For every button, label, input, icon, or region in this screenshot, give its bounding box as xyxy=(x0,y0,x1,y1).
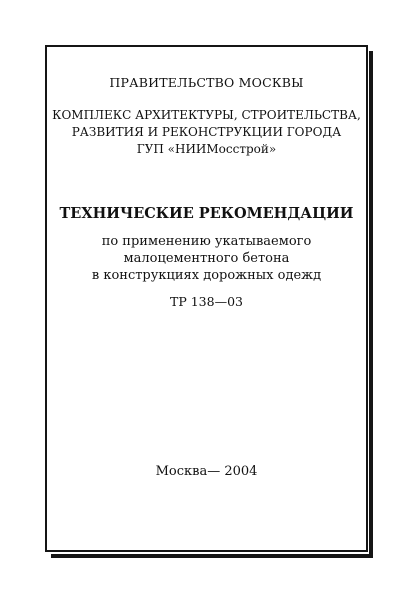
organization-line-3: ГУП «НИИМосстрой» xyxy=(136,142,277,156)
subtitle-line-1: по применению укатываемого xyxy=(101,234,312,249)
subtitle-line-2: малоцементного бетона xyxy=(123,251,290,266)
subtitle-line-3: в конструкциях дорожных одежд xyxy=(91,268,322,283)
document-code: ТР 138—03 xyxy=(170,294,243,309)
organization-block xyxy=(45,107,368,158)
city-year: Москва— 2004 xyxy=(155,464,258,479)
government-name: ПРАВИТЕЛЬСТВО МОСКВЫ xyxy=(109,75,304,90)
document-title: ТЕХНИЧЕСКИЕ РЕКОМЕНДАЦИИ xyxy=(59,205,354,222)
organization-line-2: РАЗВИТИЯ И РЕКОНСТРУКЦИИ ГОРОДА xyxy=(71,125,342,139)
document-subtitle xyxy=(45,233,368,284)
organization-line-1: КОМПЛЕКС АРХИТЕКТУРЫ, СТРОИТЕЛЬСТВА, xyxy=(52,108,361,122)
